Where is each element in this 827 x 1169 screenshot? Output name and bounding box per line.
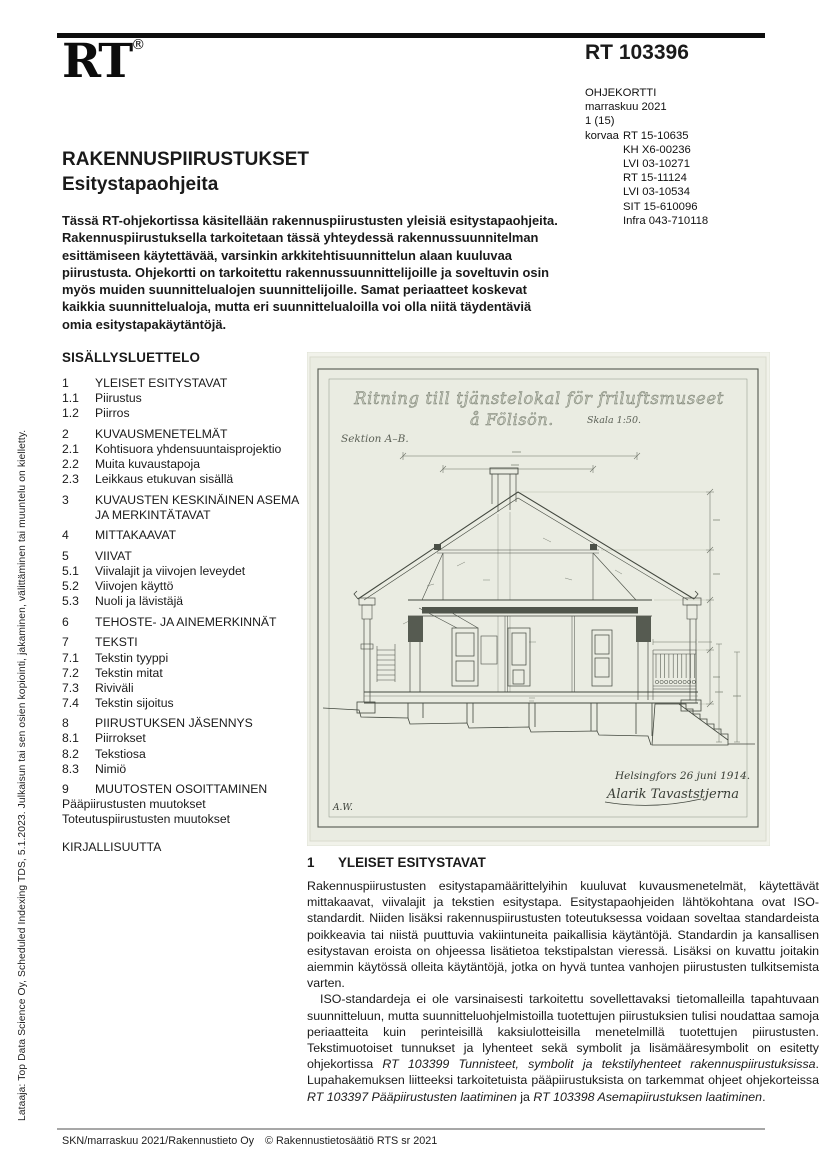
supersedes-code: SIT 15-610096 bbox=[623, 200, 698, 213]
supersedes-code: Infra 043-710118 bbox=[623, 214, 709, 227]
toc-item-number: 5 bbox=[62, 548, 69, 563]
document-number: RT 103396 bbox=[585, 41, 689, 64]
toc-item-number: 8 bbox=[62, 716, 69, 731]
footer-left: SKN/marraskuu 2021/Rakennustieto Oy bbox=[62, 1135, 255, 1147]
toc-item-number: 1.2 bbox=[62, 406, 79, 421]
supersedes-label: korvaa bbox=[585, 129, 619, 142]
signature-place-date: Helsingfors 26 juni 1914. bbox=[615, 770, 751, 782]
section-1 bbox=[307, 855, 819, 1105]
drawing-title-line1: Ritning till tjänstelokal för friluftsmuseet bbox=[354, 389, 724, 408]
toc-heading: SISÄLLYSLUETTELO bbox=[62, 350, 201, 365]
toc-item-number: 8.2 bbox=[62, 746, 79, 761]
toc-item-label: KUVAUSTEN KESKINÄINEN ASEMA JA MERKINTÄTAVAT bbox=[95, 492, 299, 522]
toc-item bbox=[62, 493, 304, 523]
toc-item-label: VIIVAT bbox=[95, 548, 132, 563]
truss-node-right bbox=[590, 544, 597, 550]
toc-item-number: 5.1 bbox=[62, 564, 79, 579]
page-title bbox=[62, 147, 309, 197]
toc-item-number: 7.1 bbox=[62, 650, 79, 665]
drawing-svg bbox=[307, 352, 770, 846]
toc-item bbox=[62, 549, 304, 564]
toc-item-label: Leikkaus etukuvan sisällä bbox=[95, 472, 234, 487]
toc-item-label: Tekstin mitat bbox=[95, 665, 163, 680]
ceiling-beam-band bbox=[422, 607, 638, 614]
supersedes-code: RT 15-10635 bbox=[623, 129, 689, 142]
p2-text: ja bbox=[516, 1089, 534, 1104]
toc-item bbox=[62, 564, 304, 579]
supersedes-code: KH X6-00236 bbox=[623, 143, 691, 156]
footer-rule bbox=[57, 1128, 765, 1130]
page-title-line1: RAKENNUSPIIRUSTUKSET bbox=[62, 149, 310, 170]
meta-line: 1 (15) bbox=[585, 115, 615, 128]
truss-node-left bbox=[434, 544, 441, 550]
toc-item bbox=[62, 579, 304, 594]
toc-item-number: 8.1 bbox=[62, 731, 79, 746]
section-1-paragraph-1: Rakennuspiirustusten esitystapamäärittelyihin kuuluvat kuvausmenetelmät, käytettävät mittakaavat, viivalajit ja tekstien esitystapa. Esitystapaohjeiden lähtökohtana ovat ISO-standardit. Niiden lisäksi rakennuspiirustusten toteutuksessa voidaan soveltaa standardeista poikkeavia tai niistä puuttuvia vakiintuneita paikallisia käytäntöjä. Standardin ja kansallisen esitystavan eroista on ohjeessa lisätietoa tekstipalstan vieressä. Lisäksi on kuvattu joitakin aiemmin käytössä olleita käytäntöjä, jotka on hyvä tuntea vanhojen piirustusten tulkitsemista varten. bbox=[307, 879, 819, 991]
rt-logo bbox=[62, 34, 146, 89]
toc-item-number: 4 bbox=[62, 528, 69, 543]
toc-item bbox=[62, 651, 304, 666]
rt-logo-text: RT bbox=[62, 34, 132, 89]
section-1-paragraph-2 bbox=[307, 991, 819, 1104]
toc-item bbox=[62, 427, 304, 442]
toc-item bbox=[62, 812, 304, 827]
p2-text: ISO-standardeja ei ole varsinaisesti tarkoitettu sovellettavaksi tietomalleilla tapahtuvaan suunnitteluun, mutta suunnitteluohjelmistoilla tuotettujen piirustuksien tulisi noudattaa samoja periaatteita kuin perinteisillä kaksiulotteisilla menetelmillä tuotettujen piirustusten. Tekstimuotoiset tunnukset ja lyhenteet sekä symbolit ja lisämääresymbolit on esitetty ohjekortissa bbox=[307, 992, 819, 1072]
toc-item bbox=[62, 840, 304, 855]
page-title-line2: Esitystapaohjeita bbox=[62, 174, 219, 195]
toc-item bbox=[62, 406, 304, 421]
toc-item bbox=[62, 681, 304, 696]
toc-item-label: Nuoli ja lävistäjä bbox=[95, 594, 184, 609]
toc-item bbox=[62, 797, 304, 812]
p2-text: . bbox=[762, 1089, 766, 1104]
corner-mark: A.W. bbox=[333, 803, 353, 813]
toc-item bbox=[62, 696, 304, 711]
toc-item bbox=[62, 376, 304, 391]
toc-item-label: PIIRUSTUKSEN JÄSENNYS bbox=[95, 716, 253, 731]
toc-item-label: Nimiö bbox=[95, 761, 127, 776]
toc-item-number: 7 bbox=[62, 635, 69, 650]
signature-name: Alarik Tavaststjerna bbox=[607, 787, 740, 802]
toc-item-label: MUUTOSTEN OSOITTAMINEN bbox=[95, 782, 268, 797]
toc-item-label: TEKSTI bbox=[95, 635, 138, 650]
toc-item-label: Piirrokset bbox=[95, 731, 146, 746]
toc-item bbox=[62, 731, 304, 746]
toc-item bbox=[62, 615, 304, 630]
toc-item-number: 9 bbox=[62, 782, 69, 797]
toc-item-label: TEHOSTE- JA AINEMERKINNÄT bbox=[95, 614, 277, 629]
toc-item-label: KUVAUSMENETELMÄT bbox=[95, 426, 228, 441]
supersedes-code: LVI 03-10271 bbox=[623, 158, 690, 171]
p2-ref-rt103399: RT 103399 Tunnisteet, symbolit ja tekstilyhenteet rakennuspiirustuksissa bbox=[382, 1057, 816, 1072]
intro-paragraph: Tässä RT-ohjekortissa käsitellään rakennuspiirustusten yleisiä esitystapaohjeita. Rakennuspiirustuksella tarkoitetaan tässä yhteydessä rakennussuunnitelman esittämiseen käytettävää, varsinkin arkkitehtisuunnittelun alaan kuuluvaa piirustusta. Ohjekortti on tarkoitettu rakennussuunnittelijoille ja soveltuvin osin myös muiden suunnittelualojen suunnittelijoille. Samat periaatteet koskevat kaikkia suunnittelualoja, mutta eri suunnittelualoilla voi olla niitä täydentäviä omia esitystapakäytäntöjä. bbox=[62, 213, 558, 332]
toc-item-number: 3 bbox=[62, 492, 69, 507]
toc-item bbox=[62, 747, 304, 762]
meta-line: marraskuu 2021 bbox=[585, 101, 667, 114]
toc-item bbox=[62, 762, 304, 777]
drawing-paper bbox=[310, 357, 766, 841]
section-1-title: YLEISET ESITYSTAVAT bbox=[338, 855, 486, 870]
toc-item-label: Kohtisuora yhdensuuntaisprojektio bbox=[95, 441, 282, 456]
toc-item-number: 1 bbox=[62, 376, 69, 390]
supersedes-block bbox=[585, 129, 708, 228]
toc-item-number: 2.1 bbox=[62, 441, 79, 456]
toc-list bbox=[62, 376, 304, 855]
toc-item-label: Tekstiosa bbox=[95, 746, 146, 761]
toc-item-label: Toteutuspiirustusten muutokset bbox=[62, 812, 231, 827]
toc-item-label: Riviväli bbox=[95, 680, 134, 695]
toc-item-label: Tekstin tyyppi bbox=[95, 650, 169, 665]
toc-item-number: 7.4 bbox=[62, 695, 79, 710]
supersedes-code: RT 15-11124 bbox=[623, 172, 687, 185]
toc-item-label: Muita kuvaustapoja bbox=[95, 456, 201, 471]
toc-item bbox=[62, 391, 304, 406]
toc-item-number: 5.2 bbox=[62, 579, 79, 594]
toc-item bbox=[62, 635, 304, 650]
header-rule bbox=[57, 33, 765, 38]
drawing-section-label: Sektion A–B. bbox=[341, 433, 409, 445]
toc-item-label: YLEISET ESITYSTAVAT bbox=[95, 376, 228, 390]
architectural-drawing-figure bbox=[307, 352, 770, 846]
footer bbox=[62, 1135, 437, 1147]
document-meta bbox=[585, 86, 708, 228]
table-of-contents bbox=[62, 350, 304, 855]
drawing-title-line2: å Fölisön. bbox=[470, 410, 554, 429]
meta-lines bbox=[585, 86, 708, 129]
toc-item-number: 7.3 bbox=[62, 680, 79, 695]
toc-item-label: Pääpiirustusten muutokset bbox=[62, 797, 206, 812]
toc-item-number: 5.3 bbox=[62, 594, 79, 609]
drawing-scale-note: Skala 1:50. bbox=[587, 415, 642, 426]
toc-item-label: MITTAKAAVAT bbox=[95, 528, 177, 543]
meta-line: OHJEKORTTI bbox=[585, 87, 657, 99]
section-1-heading bbox=[307, 855, 819, 870]
p2-ref-rt103398: RT 103398 Asemapiirustuksen laatiminen bbox=[533, 1089, 763, 1104]
toc-item bbox=[62, 594, 304, 609]
toc-item-number: 1.1 bbox=[62, 391, 79, 406]
toc-item-number: 7.2 bbox=[62, 665, 79, 680]
footer-copyright: © Rakennustietosäätiö RTS sr 2021 bbox=[265, 1135, 438, 1147]
toc-item-number: 6 bbox=[62, 614, 69, 629]
toc-item bbox=[62, 716, 304, 731]
p2-text: . Lupahakemuksen liitteeksi tarkoitetuista pääpiirustuksista on tarkemmat ohjeet ohjekorteissa bbox=[307, 1057, 819, 1088]
supersedes-codes bbox=[623, 129, 708, 228]
toc-item-number: 8.3 bbox=[62, 761, 79, 776]
section-1-number: 1 bbox=[307, 855, 315, 870]
registered-trademark-icon: ® bbox=[131, 37, 146, 53]
toc-item bbox=[62, 442, 304, 457]
toc-item-label: Tekstin sijoitus bbox=[95, 695, 174, 710]
toc-item bbox=[62, 666, 304, 681]
toc-item bbox=[62, 472, 304, 487]
toc-item-number: 2 bbox=[62, 426, 69, 441]
toc-item-label: Piirros bbox=[95, 406, 130, 421]
toc-item-label: Viivalajit ja viivojen leveydet bbox=[95, 564, 246, 579]
toc-item bbox=[62, 782, 304, 797]
toc-item-label: Piirustus bbox=[95, 391, 142, 406]
supersedes-code: LVI 03-10534 bbox=[623, 186, 690, 199]
toc-item-number: 2.2 bbox=[62, 456, 79, 471]
toc-item bbox=[62, 457, 304, 472]
toc-item bbox=[62, 528, 304, 543]
toc-item-number: 2.3 bbox=[62, 472, 79, 487]
toc-item-label: Viivojen käyttö bbox=[95, 579, 174, 594]
toc-item-label: KIRJALLISUUTTA bbox=[62, 839, 162, 854]
margin-copyright-note: Lataaja: Top Data Science Oy, Scheduled Indexing TDS, 5.1.2023. Julkaisun tai sen osien kopiointi, jakaminen, välittäminen tai muuntelu on kielletty. bbox=[17, 429, 28, 1121]
p2-ref-rt103397: RT 103397 Pääpiirustusten laatiminen bbox=[307, 1089, 517, 1104]
